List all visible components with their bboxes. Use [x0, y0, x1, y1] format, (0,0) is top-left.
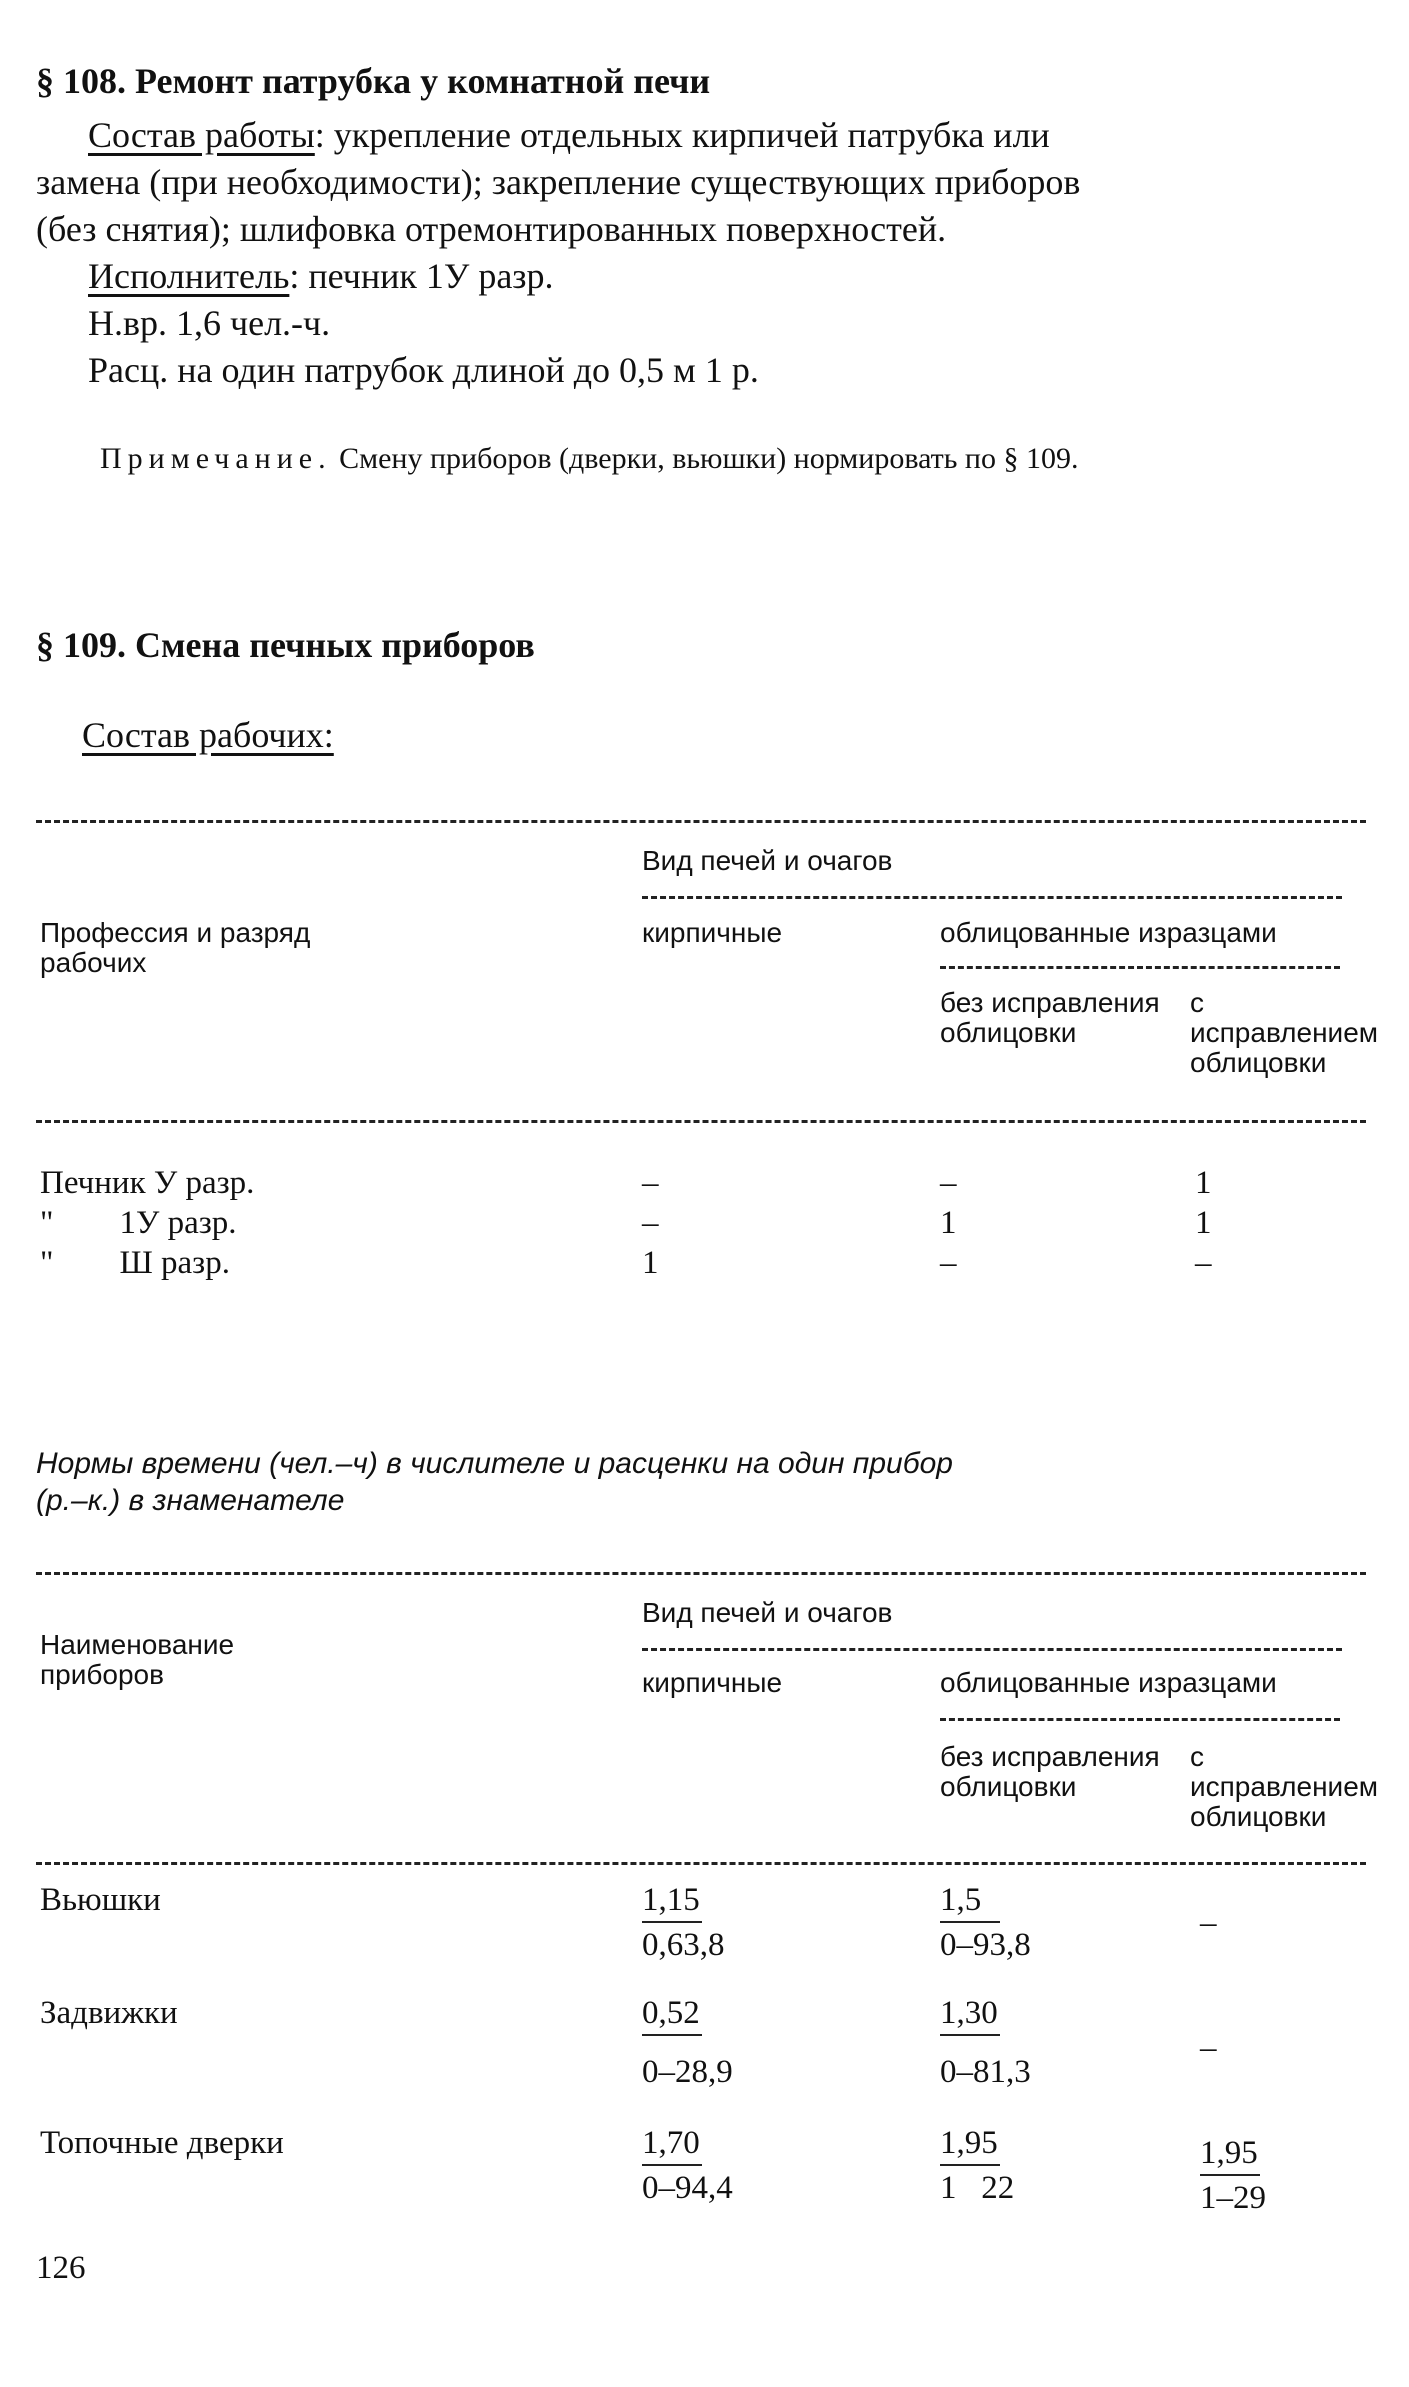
table2-row-3-with-fix-fraction	[1200, 2135, 1266, 2217]
fraction-numerator: 0,52	[642, 1995, 702, 2036]
table2-top-rule	[36, 1572, 1366, 1575]
table1-row-2-name: " 1У разр.	[40, 1205, 237, 1241]
fraction-denominator: 0–81,3	[940, 2054, 1031, 2090]
table2-no-fix-header: без исправления облицовки	[940, 1741, 1160, 1802]
table2-caption-line-1: Нормы времени (чел.–ч) в числителе и расценки на один прибор	[36, 1447, 953, 1480]
table1-row-3-with-fix: –	[1195, 1245, 1212, 1281]
fraction-numerator: 1,15	[642, 1882, 702, 1923]
fraction-numerator: 1,70	[642, 2125, 702, 2166]
table2-group-rule	[642, 1648, 1342, 1651]
executor-line	[88, 253, 554, 300]
table2-row-2-name: Задвижки	[40, 1995, 178, 2031]
table2-caption-line-2: (р.–к.) в знаменателе	[36, 1484, 345, 1517]
table1-brick-header: кирпичные	[642, 917, 783, 948]
note-108	[100, 442, 1078, 476]
table2-row-2-brick-fraction	[642, 1995, 733, 2091]
table1-row-1-brick: –	[642, 1165, 659, 1201]
work-composition-line-3: (без снятия); шлифовка отремонтированных поверхностей.	[36, 209, 947, 249]
table1-row-2-brick: –	[642, 1205, 659, 1241]
work-composition-text-1: : укрепление отдельных кирпичей патрубка или	[314, 115, 1050, 155]
work-composition-line-2: замена (при необходимости); закрепление существующих приборов	[36, 162, 1081, 202]
fraction-numerator: 1,30	[940, 1995, 1000, 2036]
executor-label: Исполнитель	[88, 256, 290, 296]
workers-composition-label	[82, 712, 334, 759]
rate-line: Расц. на один патрубок длиной до 0,5 м 1 р.	[88, 350, 759, 390]
table1-row-1-no-fix: –	[940, 1165, 957, 1201]
fraction-numerator: 1,5	[940, 1882, 1000, 1923]
fraction-numerator: 1,95	[1200, 2135, 1260, 2176]
table1-row-2-with-fix: 1	[1195, 1205, 1212, 1241]
table2-row-1-with-fix: –	[1200, 1905, 1217, 1941]
fraction-denominator: 1 22	[940, 2170, 1015, 2206]
table2-row-1-no-fix-fraction	[940, 1882, 1031, 1964]
table1-group-rule	[642, 896, 1342, 899]
table2-group-header: Вид печей и очагов	[642, 1597, 893, 1628]
table2-row-3-name: Топочные дверки	[40, 2125, 284, 2161]
table1-group-header: Вид печей и очагов	[642, 845, 893, 876]
table1-row-3-brick: 1	[642, 1245, 659, 1281]
fraction-denominator: 1–29	[1200, 2180, 1266, 2216]
table1-tiled-header: облицованные изразцами	[940, 917, 1277, 948]
page-number: 126	[36, 2250, 86, 2286]
table1-row-3-name: " Ш разр.	[40, 1245, 230, 1281]
table2-brick-header: кирпичные	[642, 1667, 783, 1698]
table2-tiled-header: облицованные изразцами	[940, 1667, 1277, 1698]
table1-header-bottom-rule	[36, 1120, 1366, 1123]
fraction-numerator: 1,95	[940, 2125, 1000, 2166]
table1-row-1-with-fix: 1	[1195, 1165, 1212, 1201]
workers-composition-text: Состав рабочих:	[82, 715, 334, 755]
table1-row-2-no-fix: 1	[940, 1205, 957, 1241]
executor-text: : печник 1У разр.	[289, 256, 554, 296]
fraction-denominator: 0–28,9	[642, 2054, 733, 2090]
section-108-title: § 108. Ремонт патрубка у комнатной печи	[36, 61, 711, 101]
table1-row-1-name: Печник У разр.	[40, 1165, 255, 1201]
table1-profession-header: Профессия и разряд рабочих	[40, 917, 311, 978]
table2-header-bottom-rule	[36, 1862, 1366, 1865]
table2-with-fix-header: с исправлением облицовки	[1190, 1741, 1379, 1832]
table2-row-2-no-fix-fraction	[940, 1995, 1031, 2091]
table2-name-header: Наименование приборов	[40, 1629, 235, 1690]
fraction-denominator: 0,63,8	[642, 1927, 725, 1963]
table2-row-1-name: Вьюшки	[40, 1882, 161, 1918]
section-109-title: § 109. Смена печных приборов	[36, 625, 535, 665]
table1-with-fix-header: с исправлением облицовки	[1190, 987, 1379, 1078]
table2-row-3-brick-fraction	[642, 2125, 733, 2207]
fraction-denominator: 0–93,8	[940, 1927, 1031, 1963]
table2-row-1-brick-fraction	[642, 1882, 725, 1964]
fraction-denominator: 0–94,4	[642, 2170, 733, 2206]
time-norm: Н.вр. 1,6 чел.-ч.	[88, 303, 331, 343]
table2-tiled-rule	[940, 1718, 1340, 1721]
table2-row-3-no-fix-fraction	[940, 2125, 1014, 2207]
note-label: Примечание.	[100, 442, 332, 475]
table1-no-fix-header: без исправления облицовки	[940, 987, 1160, 1048]
table1-tiled-rule	[940, 966, 1340, 969]
work-composition-line-1	[88, 112, 1050, 159]
table1-top-rule	[36, 820, 1366, 823]
table2-row-2-with-fix: –	[1200, 2030, 1217, 2066]
work-composition-label: Состав работы	[88, 115, 315, 155]
note-text: Смену приборов (дверки, вьюшки) нормировать по § 109.	[339, 442, 1079, 475]
table1-row-3-no-fix: –	[940, 1245, 957, 1281]
